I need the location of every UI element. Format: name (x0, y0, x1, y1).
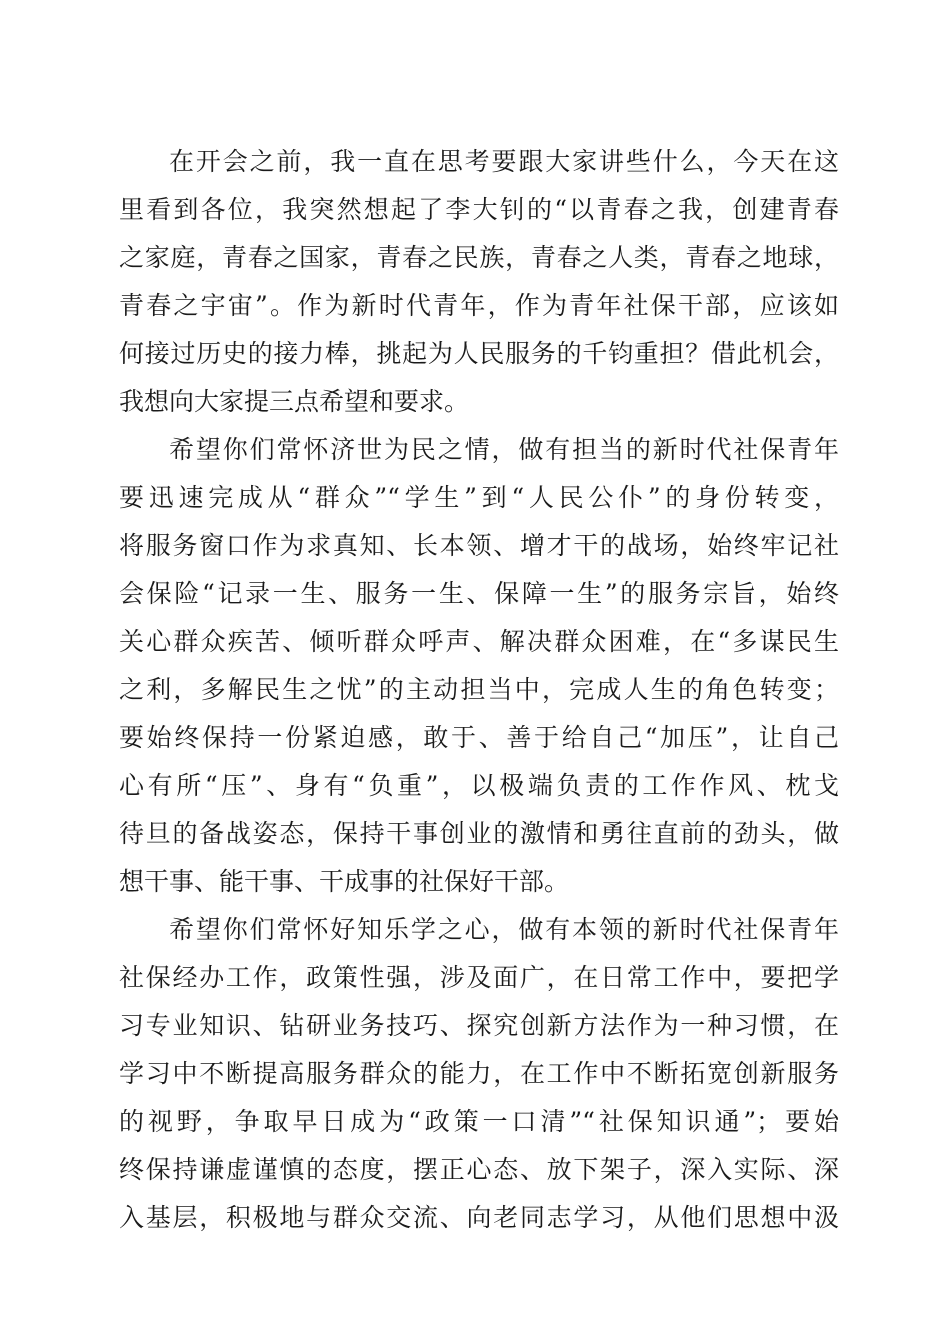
text-line: 的视野，争取早日成为“政策一口清”“社保知识通”；要始 (119, 1107, 839, 1136)
text-line: 会保险“记录一生、服务一生、保障一生”的服务宗旨，始终 (119, 579, 839, 608)
text-line: 终保持谦虚谨慎的态度，摆正心态、放下架子，深入实际、深 (119, 1155, 839, 1184)
text-line: 要始终保持一份紧迫感，敢于、善于给自己“加压”，让自己 (119, 723, 839, 752)
text-line: 入基层，积极地与群众交流、向老同志学习，从他们思想中汲 (119, 1203, 839, 1232)
text-line: 希望你们常怀好知乐学之心，做有本领的新时代社保青年 (169, 915, 839, 944)
document-body (119, 138, 839, 1242)
paragraph-3 (119, 906, 839, 1242)
text-line: 将服务窗口作为求真知、长本领、增才干的战场，始终牢记社 (119, 531, 839, 560)
text-line: 里看到各位，我突然想起了李大钊的“以青春之我，创建青春 (119, 195, 839, 224)
paragraph-1 (119, 138, 839, 426)
text-line: 习专业知识、钻研业务技巧、探究创新方法作为一种习惯，在 (119, 1011, 839, 1040)
text-line: 待旦的备战姿态，保持干事创业的激情和勇往直前的劲头，做 (119, 819, 839, 848)
paragraph-2 (119, 426, 839, 906)
text-line: 希望你们常怀济世为民之情，做有担当的新时代社保青年 (169, 435, 839, 464)
text-line: 想干事、能干事、干成事的社保好干部。 (119, 867, 570, 896)
text-line: 我想向大家提三点希望和要求。 (119, 387, 470, 416)
text-line: 青春之宇宙”。作为新时代青年，作为青年社保干部，应该如 (119, 291, 839, 320)
text-line: 何接过历史的接力棒，挑起为人民服务的千钧重担？借此机会， (119, 339, 839, 368)
text-line: 要迅速完成从“群众”“学生”到“人民公仆”的身份转变， (119, 483, 839, 512)
text-line: 在开会之前，我一直在思考要跟大家讲些什么，今天在这 (169, 147, 839, 176)
text-line: 学习中不断提高服务群众的能力，在工作中不断拓宽创新服务 (119, 1059, 839, 1088)
text-line: 心有所“压”、身有“负重”，以极端负责的工作作风、枕戈 (119, 771, 839, 800)
text-line: 之利，多解民生之忧”的主动担当中，完成人生的角色转变； (119, 675, 839, 704)
text-line: 关心群众疾苦、倾听群众呼声、解决群众困难，在“多谋民生 (119, 627, 839, 656)
text-line: 社保经办工作，政策性强，涉及面广，在日常工作中，要把学 (119, 963, 839, 992)
text-line: 之家庭，青春之国家，青春之民族，青春之人类，青春之地球， (119, 243, 839, 272)
